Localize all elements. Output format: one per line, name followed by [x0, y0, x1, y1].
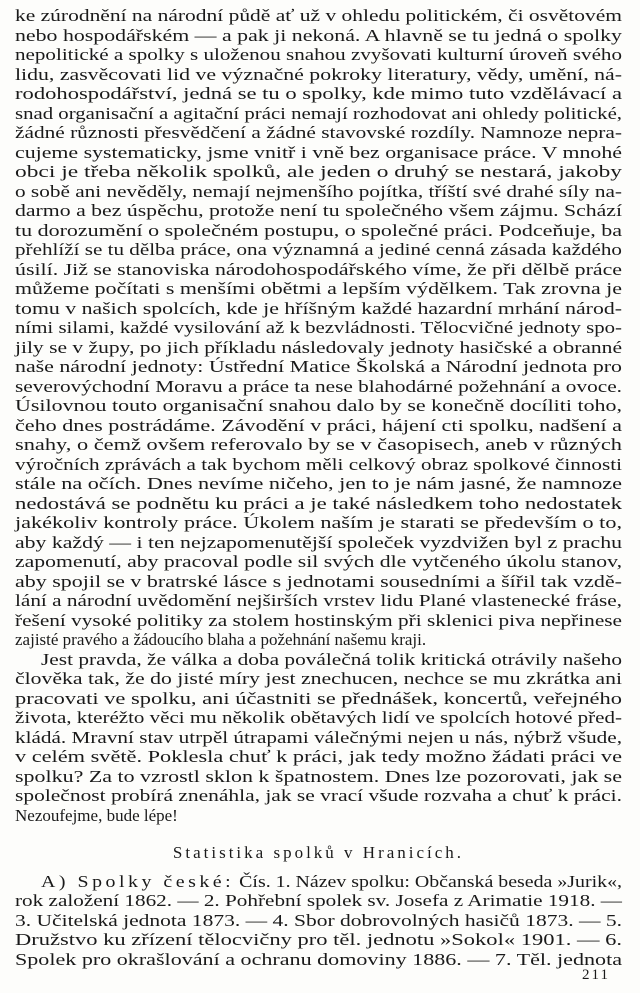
text-line-content: společnost probírá znenáhla, jak se vrací všude rozvaha a chuť k práci.: [15, 786, 622, 805]
section-first-line-content: [41, 872, 622, 892]
text-line-content: ními silami, každé vysilování až k bezvládnosti. Tělocvičné jednoty spo-: [15, 318, 622, 337]
text-line: [15, 650, 622, 670]
text-line: [15, 747, 622, 767]
text-line: [15, 162, 622, 182]
text-line: [15, 930, 622, 950]
text-line: [15, 6, 622, 26]
text-line-content: cujeme systematicky, jsme vnitř i vně bez organisace práce. V mnohé: [15, 142, 622, 162]
paragraph-1: [15, 6, 622, 650]
text-line-content: snad organisační a agitační práci nemají rozhodovat ani ohledy politické,: [15, 103, 622, 123]
text-line: [15, 65, 622, 85]
text-line-content: žádné různosti přesvědčení a žádné stavovské rozdíly. Namnoze nepra-: [15, 123, 622, 142]
text-line-content: života, kteréžto věci mu několik obětavých lidí ve spolcích hotové před-: [15, 708, 622, 727]
text-line: [15, 630, 622, 650]
text-line: [15, 950, 622, 970]
section-first-line-text: Čís. 1. Název spolku: Občanská beseda »Jurik«,: [239, 871, 622, 891]
text-line-content: jakékoliv kontroly práce. Úkolem naším je starati se především o to,: [15, 513, 622, 532]
text-line: [15, 891, 622, 911]
text-line: [15, 806, 622, 826]
text-line-content: spolku? Za to vzrostl sklon k špatnostem. Dnes lze pozorovati, jak se: [15, 766, 622, 786]
text-line: [15, 104, 622, 124]
text-line-content: o sobě ani nevěděly, nemají nejmenšího pojítka, tříští své drahé síly na-: [15, 181, 622, 201]
text-line: [15, 338, 622, 358]
text-line: [15, 396, 622, 416]
text-line: [15, 708, 622, 728]
text-line-content: jily se v župy, po jich příkladu následovaly jednoty hasičské a obranné: [15, 337, 622, 357]
text-line: [15, 416, 622, 436]
text-line: [15, 260, 622, 280]
text-line: [15, 435, 622, 455]
text-line-content: rodohospodářství, jedná se tu o spolky, kde mimo tuto vzdělávací a: [15, 84, 622, 103]
text-line-content: úsilí. Již se stanoviska národohospodářského víme, že při dělbě práce: [15, 259, 622, 279]
text-line-content: aby každý — i ten nejzapomenutější společek vyzdvižen byl z prachu: [15, 532, 622, 552]
text-line-content: nebo hospodářském — a pak ji nekoná. A hlavně se tu jedná o spolky: [15, 25, 622, 45]
text-line-content: lání a národní uvědomění nejširších vrstev lidu Plané vlastenecké fráse,: [15, 591, 622, 610]
text-line-content: stále na očích. Dnes nevíme ničeho, jen to je nám jasné, že namnoze: [15, 474, 622, 493]
text-line: [15, 26, 622, 46]
section-list: [15, 872, 622, 970]
text-line-content: Družstvo ku zřízení tělocvičny pro těl. jednotu »Sokol« 1901. — 6.: [15, 930, 622, 949]
text-line: [15, 533, 622, 553]
section-heading: Statistika spolků v Hranicích.: [172, 843, 465, 862]
text-line: [15, 552, 622, 572]
text-line-content: řešení vysoké politiky za stolem hostinským při sklenici piva nepřinese: [15, 610, 622, 630]
text-line-content: lidu, zasvěcovati lid ve význačné pokroky literatury, vědy, umění, ná-: [15, 64, 622, 84]
text-line: [15, 474, 622, 494]
text-line: [15, 689, 622, 709]
text-line: [15, 84, 622, 104]
text-line: [15, 669, 622, 689]
text-line-content: Spolek pro okrašlování a ochranu domoviny 1886. — 7. Těl. jednota: [15, 949, 622, 969]
text-line: [15, 221, 622, 241]
text-line: [15, 123, 622, 143]
text-line-content: přehlíží se tu dělba práce, ona významná a jediné cenná zásada každého: [15, 240, 622, 259]
text-line-content: můžeme počítati s menšími obětmi a lepším výdělkem. Tak zrovna je: [15, 279, 622, 298]
text-line: [15, 201, 622, 221]
text-line-content: snahy, o čemž ovšem referovalo by se v časopisech, aneb v různých: [15, 435, 622, 454]
page-body: [15, 6, 622, 969]
text-line: [15, 299, 622, 319]
text-line: [15, 494, 622, 514]
text-line-content: člověka tak, že do jisté míry jest znechucen, nechce se mu zkrátka ani: [15, 669, 622, 688]
section-label: A) Spolky české:: [41, 871, 235, 891]
text-line-content: ke zúrodnění na národní půdě ať už v ohledu politickém, či osvětovém: [15, 6, 622, 25]
text-line: [15, 357, 622, 377]
text-line-content: aby spojil se v bratrské lásce s jednotami sousedními a šířil tak vzdě-: [15, 571, 622, 591]
text-line-content: kládá. Mravní stav utrpěl útrapami válečnými nejen u nás, nýbrž všude,: [15, 727, 622, 747]
text-line: [15, 143, 622, 163]
text-line: [15, 786, 622, 806]
text-line: [15, 182, 622, 202]
text-line-content: severovýchodní Moravu a práce ta nese blahodárné požehnání a ovoce.: [15, 376, 622, 396]
text-line: [15, 572, 622, 592]
text-line-content: Úsilovnou touto organisační snahou dalo by se konečně docíliti toho,: [15, 396, 622, 415]
text-line-content: tu dorozumění o společném postupu, o společné práci. Podceňuje, ba: [15, 220, 622, 240]
text-line: [15, 45, 622, 65]
text-line-content: obci je třeba několik spolků, ale jeden o druhý se nestará, jakoby: [15, 162, 622, 181]
text-line: [15, 591, 622, 611]
text-line-content: Nezoufejme, bude lépe!: [15, 805, 178, 825]
text-line: [15, 611, 622, 631]
text-line: [15, 728, 622, 748]
section-first-line: [15, 872, 622, 892]
text-line: [15, 455, 622, 475]
text-line-content: rok založení 1862. — 2. Pohřební spolek sv. Josefa z Arimatie 1918. —: [15, 891, 622, 910]
text-line-content: zajisté pravého a žádoucího blaha a požehnání našemu kraji.: [15, 630, 427, 649]
text-line-content: čeho dnes postrádáme. Závodění v práci, hájení cti spolku, nadšení a: [15, 415, 622, 435]
text-line: [15, 377, 622, 397]
text-line-content: v celém světě. Poklesla chuť k práci, jak tedy možno žádati práci ve: [15, 747, 622, 766]
text-line-content: tomu v našich spolcích, kde je hříšným každé hazardní mrhání národ-: [15, 298, 622, 318]
text-line: [15, 240, 622, 260]
text-line: [15, 911, 622, 931]
text-line-content: nepolitické a spolky s uloženou snahou zvyšovati kulturní úroveň svého: [15, 45, 622, 64]
text-line-content: naše národní jednoty: Ústřední Matice Školská a Národní jednota pro: [15, 357, 622, 376]
text-line: [15, 513, 622, 533]
text-line-content: výročních zprávách a tak bychom měli celkový obraz spolkové činnosti: [15, 454, 622, 474]
section-lines: [15, 891, 622, 969]
text-line-content: Jest pravda, že válka a doba poválečná tolik kritická otrávily našeho: [41, 649, 622, 669]
text-line: [15, 767, 622, 787]
paragraph-2: [15, 650, 622, 826]
text-line-content: zapomenutí, aby pracoval podle sil svých dle vytčeného úkolu stanov,: [15, 552, 622, 571]
text-line-content: darmo a bez úspěchu, protože není tu společného všem zájmu. Schází: [15, 201, 622, 220]
text-line: [15, 279, 622, 299]
text-line: [15, 318, 622, 338]
page-number: 211: [582, 967, 610, 983]
text-line-content: pracovati ve spolku, ani účastniti se přednášek, koncertů, veřejného: [15, 688, 622, 708]
text-line-content: 3. Učitelská jednota 1873. — 4. Sbor dobrovolných hasičů 1873. — 5.: [15, 910, 622, 930]
text-line-content: nedostává se podnětu ku práci a je také následkem toho nedostatek: [15, 493, 622, 513]
